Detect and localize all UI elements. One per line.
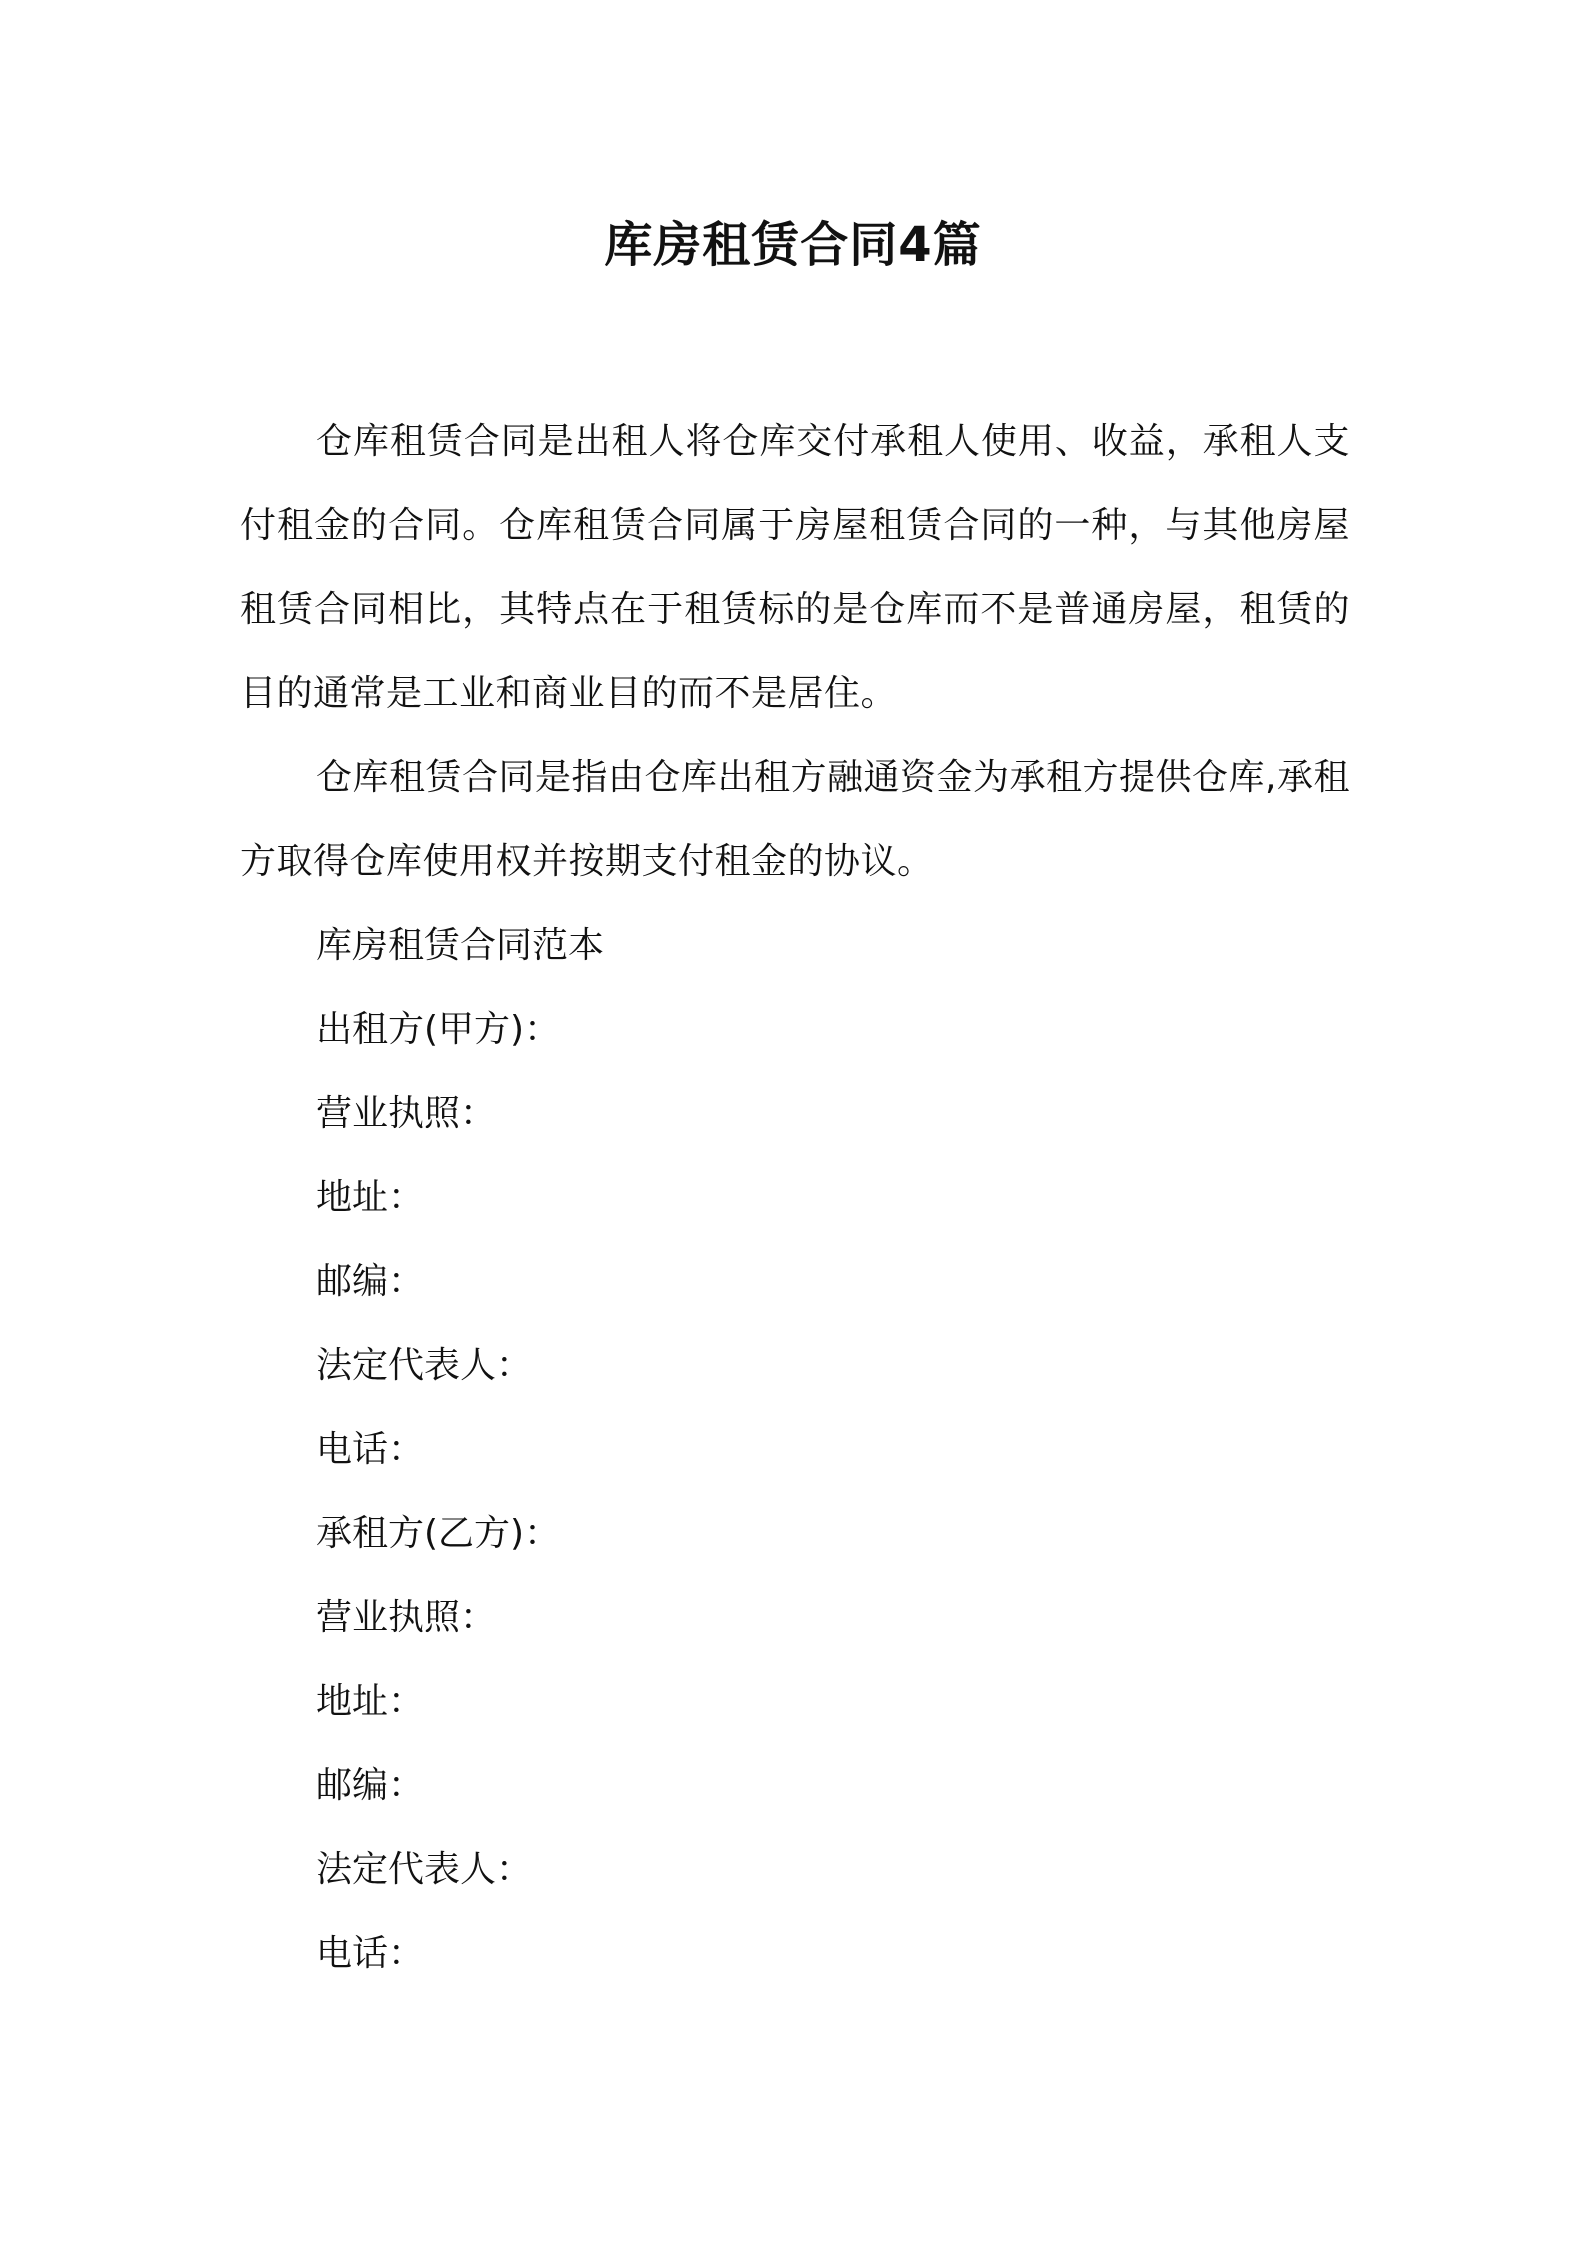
lessee-legal-rep: 法定代表人： (316, 1849, 533, 1890)
lessee-phone: 电话： (316, 1933, 425, 1974)
lessor-legal-rep: 法定代表人： (316, 1345, 533, 1386)
lessee-postcode: 邮编： (316, 1765, 425, 1806)
lessee-business-license: 营业执照： (316, 1597, 497, 1638)
lessor-label: 出租方(甲方)： (316, 1009, 561, 1050)
lessor-phone: 电话： (316, 1429, 425, 1470)
lessor-postcode: 邮编： (316, 1261, 425, 1302)
document-body (240, 400, 1350, 1996)
template-heading: 库房租赁合同范本 (316, 925, 605, 966)
intro-paragraph: 仓库租赁合同是出租人将仓库交付承租人使用、收益，承租人支付租金的合同。仓库租赁合同属于房屋租赁合同的一种，与其他房屋租赁合同相比，其特点在于租赁标的是仓库而不是普通房屋，租赁的目的通常是工业和商业目的而不是居住。 (240, 421, 1350, 714)
definition-paragraph: 仓库租赁合同是指由仓库出租方融通资金为承租方提供仓库,承租方取得仓库使用权并按期支付租金的协议。 (240, 757, 1350, 882)
lessee-address: 地址： (316, 1681, 425, 1722)
lessor-business-license: 营业执照： (316, 1093, 497, 1134)
lessee-label: 承租方(乙方)： (316, 1513, 561, 1554)
document-title: 库房租赁合同4篇 (604, 217, 982, 273)
lessor-address: 地址： (316, 1177, 425, 1218)
